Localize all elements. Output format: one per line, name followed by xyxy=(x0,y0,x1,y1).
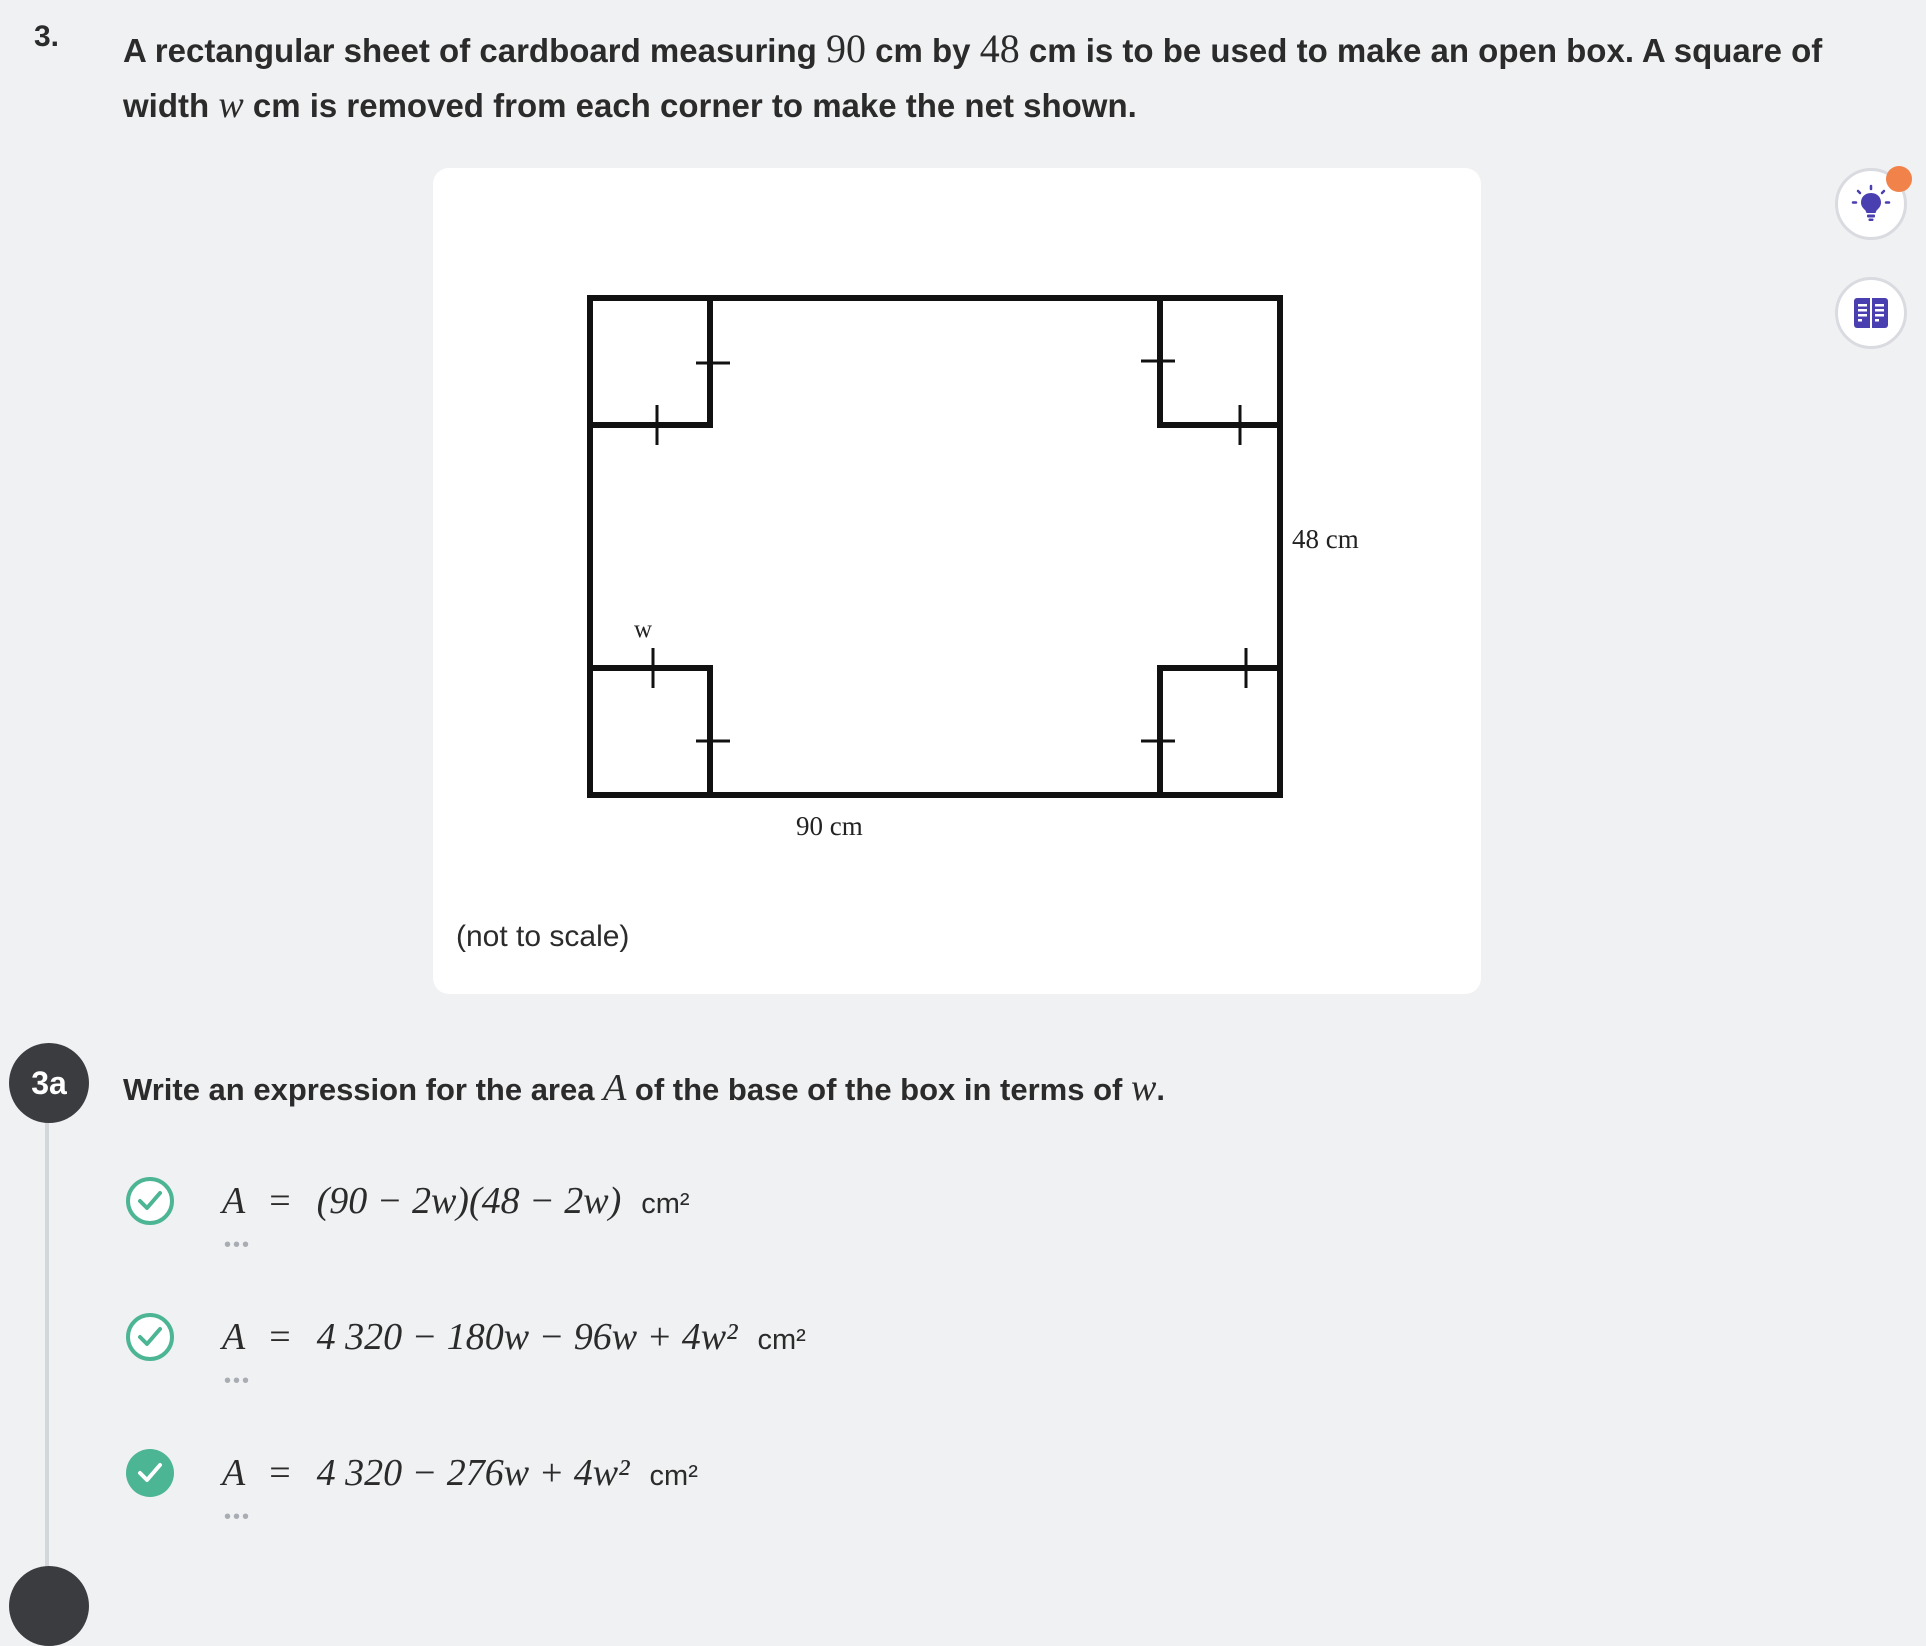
lightbulb-icon xyxy=(1851,184,1891,224)
resources-button[interactable] xyxy=(1835,277,1907,349)
variable-w: w xyxy=(1130,1067,1157,1109)
expression-unit: cm² xyxy=(641,1187,690,1220)
work-line[interactable] xyxy=(126,1302,806,1392)
check-filled-icon xyxy=(126,1449,174,1497)
question-number: 3. xyxy=(34,20,60,53)
variable-w: w xyxy=(218,84,244,126)
width-label: 48 cm xyxy=(1292,524,1359,554)
expression-rhs: (90 − 2w)(48 − 2w) xyxy=(316,1180,622,1222)
question-text-part: A rectangular sheet of cardboard measuring xyxy=(123,32,826,69)
work-line[interactable] xyxy=(126,1438,698,1528)
figure-caption: (not to scale) xyxy=(456,920,630,953)
work-expression[interactable] xyxy=(222,1302,806,1372)
prompt-text-part: of the base of the box in terms of xyxy=(626,1072,1131,1107)
book-icon xyxy=(1851,293,1891,333)
expression-equals: = xyxy=(269,1316,291,1358)
question-text xyxy=(123,22,1903,133)
length-label: 90 cm xyxy=(796,811,863,841)
expression-lhs: A xyxy=(222,1452,246,1494)
variable-a: A xyxy=(603,1067,627,1109)
expression-lhs: A xyxy=(222,1316,246,1358)
corner-square-top-right xyxy=(1160,298,1280,425)
work-line[interactable] xyxy=(126,1166,690,1256)
corner-square-top-left xyxy=(590,298,710,425)
net-outline xyxy=(590,298,1280,425)
work-expression[interactable] xyxy=(222,1438,698,1508)
box-net-diagram xyxy=(433,168,1481,994)
check-outline-icon xyxy=(126,1313,174,1361)
expression-unit: cm² xyxy=(649,1459,698,1492)
more-options-icon[interactable]: ••• xyxy=(224,1506,252,1528)
expression-rhs: 4 320 − 276w + 4w² xyxy=(316,1452,630,1494)
sheet-width-value: 48 xyxy=(979,26,1020,71)
expression-unit: cm² xyxy=(757,1323,806,1356)
corner-square-bottom-right xyxy=(1160,668,1280,795)
question-text-part: cm by xyxy=(865,32,980,69)
figure-card xyxy=(433,168,1481,994)
expression-equals: = xyxy=(269,1180,291,1222)
sheet-length-value: 90 xyxy=(825,26,866,71)
hint-notification-dot xyxy=(1886,166,1912,192)
step-prompt xyxy=(123,1066,1165,1110)
expression-lhs: A xyxy=(222,1180,246,1222)
step-badge[interactable]: 3a xyxy=(9,1043,89,1123)
expression-equals: = xyxy=(269,1452,291,1494)
check-outline-icon xyxy=(126,1177,174,1225)
next-step-badge[interactable] xyxy=(9,1566,89,1646)
prompt-text-part: Write an expression for the area xyxy=(123,1072,604,1107)
question-text-part: cm is to be used to make an open box. A square of width xyxy=(123,32,1823,124)
work-expression[interactable] xyxy=(222,1166,690,1236)
corner-width-label: w xyxy=(634,616,653,643)
question-text-part: cm is removed from each corner to make the net shown. xyxy=(243,87,1137,124)
corner-square-bottom-left xyxy=(590,668,710,795)
more-options-icon[interactable]: ••• xyxy=(224,1370,252,1392)
expression-rhs: 4 320 − 180w − 96w + 4w² xyxy=(316,1316,738,1358)
sheet-outline xyxy=(590,298,1280,795)
prompt-text-part: . xyxy=(1156,1072,1165,1107)
more-options-icon[interactable]: ••• xyxy=(224,1234,252,1256)
step-connector-line xyxy=(45,1100,49,1580)
